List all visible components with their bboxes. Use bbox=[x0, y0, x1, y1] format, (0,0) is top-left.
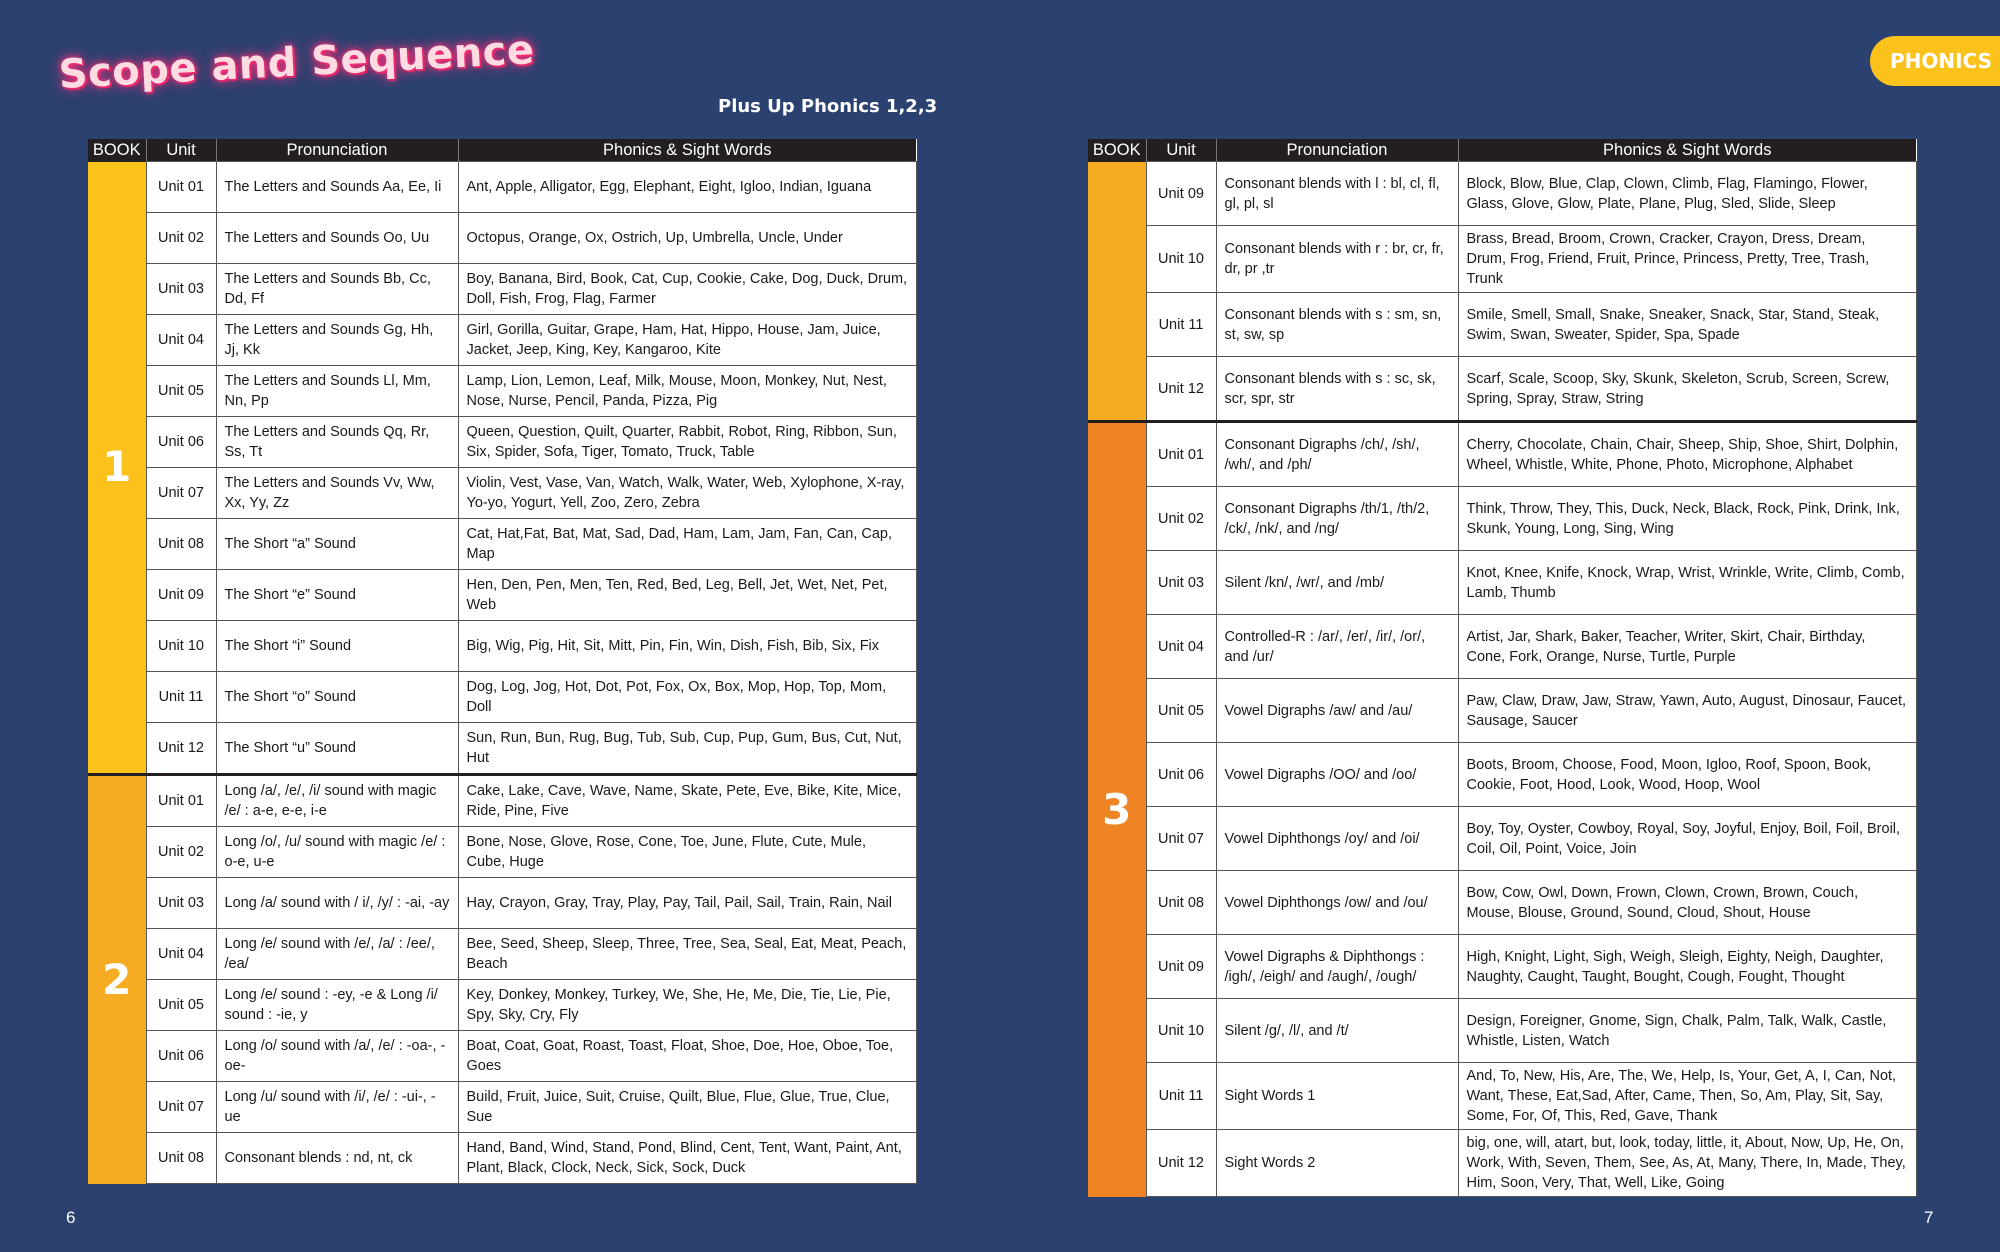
table-row bbox=[88, 929, 916, 980]
unit-cell: Unit 02 bbox=[1146, 487, 1216, 551]
page-title: Scope and Sequence bbox=[57, 27, 536, 98]
words-cell: Block, Blow, Blue, Clap, Clown, Climb, Flag, Flamingo, Flower, Glass, Glove, Glow, Plate, Plane, Plug, Sled, Slide, Sleep bbox=[1458, 162, 1916, 226]
words-cell: Lamp, Lion, Lemon, Leaf, Milk, Mouse, Moon, Monkey, Nut, Nest, Nose, Nurse, Pencil, Panda, Pizza, Pig bbox=[458, 366, 916, 417]
table-row bbox=[88, 672, 916, 723]
unit-cell: Unit 12 bbox=[1146, 1130, 1216, 1197]
pronunciation-cell: Consonant Digraphs /th/1, /th/2, /ck/, /nk/, and /ng/ bbox=[1216, 487, 1458, 551]
table-row bbox=[1088, 293, 1916, 357]
page-number-right: 7 bbox=[1924, 1208, 1934, 1227]
unit-cell: Unit 09 bbox=[146, 570, 216, 621]
pronunciation-cell: The Letters and Sounds Ll, Mm, Nn, Pp bbox=[216, 366, 458, 417]
unit-cell: Unit 05 bbox=[146, 366, 216, 417]
pronunciation-cell: Silent /kn/, /wr/, and /mb/ bbox=[1216, 551, 1458, 615]
words-cell: Cat, Hat,Fat, Bat, Mat, Sad, Dad, Ham, Lam, Jam, Fan, Can, Cap, Map bbox=[458, 519, 916, 570]
unit-cell: Unit 02 bbox=[146, 213, 216, 264]
table-row bbox=[88, 980, 916, 1031]
unit-cell: Unit 11 bbox=[1146, 1063, 1216, 1130]
table-row bbox=[88, 213, 916, 264]
table-row bbox=[1088, 226, 1916, 293]
table-row bbox=[88, 468, 916, 519]
words-cell: Design, Foreigner, Gnome, Sign, Chalk, Palm, Talk, Walk, Castle, Whistle, Listen, Watch bbox=[1458, 999, 1916, 1063]
series-subtitle: Plus Up Phonics 1,2,3 bbox=[718, 96, 938, 117]
unit-cell: Unit 03 bbox=[1146, 551, 1216, 615]
unit-cell: Unit 09 bbox=[1146, 935, 1216, 999]
table-row bbox=[88, 1133, 916, 1184]
header-words: Phonics & Sight Words bbox=[458, 139, 916, 162]
words-cell: Artist, Jar, Shark, Baker, Teacher, Writer, Skirt, Chair, Birthday, Cone, Fork, Orange, Nurse, Turtle, Purple bbox=[1458, 615, 1916, 679]
pronunciation-cell: The Short “u” Sound bbox=[216, 723, 458, 775]
table-row bbox=[1088, 162, 1916, 226]
table-row bbox=[1088, 1130, 1916, 1197]
header-pronunciation: Pronunciation bbox=[216, 139, 458, 162]
unit-cell: Unit 12 bbox=[1146, 357, 1216, 422]
pronunciation-cell: Long /u/ sound with /i/, /e/ : -ui-, -ue bbox=[216, 1082, 458, 1133]
pronunciation-cell: The Short “o” Sound bbox=[216, 672, 458, 723]
unit-cell: Unit 08 bbox=[1146, 871, 1216, 935]
pronunciation-cell: Long /a/ sound with / i/, /y/ : -ai, -ay bbox=[216, 878, 458, 929]
words-cell: Boy, Toy, Oyster, Cowboy, Royal, Soy, Joyful, Enjoy, Boil, Foil, Broil, Coil, Oil, Point, Voice, Join bbox=[1458, 807, 1916, 871]
table-row bbox=[1088, 615, 1916, 679]
unit-cell: Unit 07 bbox=[146, 1082, 216, 1133]
unit-cell: Unit 05 bbox=[1146, 679, 1216, 743]
table-row bbox=[1088, 422, 1916, 487]
header-words: Phonics & Sight Words bbox=[1458, 139, 1916, 162]
book-number-cell bbox=[1088, 162, 1146, 422]
unit-cell: Unit 04 bbox=[1146, 615, 1216, 679]
unit-cell: Unit 06 bbox=[146, 417, 216, 468]
pronunciation-cell: Long /o/, /u/ sound with magic /e/ : o-e, u-e bbox=[216, 827, 458, 878]
words-cell: Boots, Broom, Choose, Food, Moon, Igloo, Roof, Spoon, Book, Cookie, Foot, Hood, Look, Wood, Hoop, Wool bbox=[1458, 743, 1916, 807]
unit-cell: Unit 07 bbox=[146, 468, 216, 519]
table-row bbox=[1088, 551, 1916, 615]
table-row bbox=[88, 827, 916, 878]
table-row bbox=[1088, 487, 1916, 551]
table-body-left bbox=[88, 162, 916, 1184]
words-cell: Octopus, Orange, Ox, Ostrich, Up, Umbrella, Uncle, Under bbox=[458, 213, 916, 264]
pronunciation-cell: Vowel Diphthongs /ow/ and /ou/ bbox=[1216, 871, 1458, 935]
table-header-row bbox=[88, 139, 916, 162]
unit-cell: Unit 07 bbox=[1146, 807, 1216, 871]
unit-cell: Unit 01 bbox=[146, 775, 216, 827]
table-header-row bbox=[1088, 139, 1916, 162]
unit-cell: Unit 04 bbox=[146, 929, 216, 980]
words-cell: Violin, Vest, Vase, Van, Watch, Walk, Water, Web, Xylophone, X-ray, Yo-yo, Yogurt, Yell, Zoo, Zero, Zebra bbox=[458, 468, 916, 519]
page-number-left: 6 bbox=[66, 1208, 76, 1227]
words-cell: Think, Throw, They, This, Duck, Neck, Black, Rock, Pink, Drink, Ink, Skunk, Young, Long, Sing, Wing bbox=[1458, 487, 1916, 551]
table-row bbox=[1088, 935, 1916, 999]
words-cell: Bow, Cow, Owl, Down, Frown, Clown, Crown, Brown, Couch, Mouse, Blouse, Ground, Sound, Cloud, Shout, House bbox=[1458, 871, 1916, 935]
table-row bbox=[88, 621, 916, 672]
scope-table-left bbox=[88, 139, 917, 1184]
table-row bbox=[88, 264, 916, 315]
unit-cell: Unit 03 bbox=[146, 878, 216, 929]
table-row bbox=[88, 162, 916, 213]
pronunciation-cell: Vowel Diphthongs /oy/ and /oi/ bbox=[1216, 807, 1458, 871]
table-row bbox=[88, 1082, 916, 1133]
table-row bbox=[88, 315, 916, 366]
words-cell: Build, Fruit, Juice, Suit, Cruise, Quilt, Blue, Flue, Glue, True, Clue, Sue bbox=[458, 1082, 916, 1133]
pronunciation-cell: Controlled-R : /ar/, /er/, /ir/, /or/, and /ur/ bbox=[1216, 615, 1458, 679]
table-row bbox=[1088, 1063, 1916, 1130]
words-cell: Boy, Banana, Bird, Book, Cat, Cup, Cookie, Cake, Dog, Duck, Drum, Doll, Fish, Frog, Flag, Farmer bbox=[458, 264, 916, 315]
pronunciation-cell: The Short “i” Sound bbox=[216, 621, 458, 672]
words-cell: Dog, Log, Jog, Hot, Dot, Pot, Fox, Ox, Box, Mop, Hop, Top, Mom, Doll bbox=[458, 672, 916, 723]
pronunciation-cell: The Short “a” Sound bbox=[216, 519, 458, 570]
table-row bbox=[88, 417, 916, 468]
pronunciation-cell: Long /a/, /e/, /i/ sound with magic /e/ : a-e, e-e, i-e bbox=[216, 775, 458, 827]
pronunciation-cell: Vowel Digraphs /aw/ and /au/ bbox=[1216, 679, 1458, 743]
pronunciation-cell: The Letters and Sounds Bb, Cc, Dd, Ff bbox=[216, 264, 458, 315]
unit-cell: Unit 10 bbox=[1146, 999, 1216, 1063]
unit-cell: Unit 05 bbox=[146, 980, 216, 1031]
header-book: BOOK bbox=[1088, 139, 1146, 162]
unit-cell: Unit 01 bbox=[1146, 422, 1216, 487]
pronunciation-cell: The Short “e” Sound bbox=[216, 570, 458, 621]
pronunciation-cell: Vowel Digraphs & Diphthongs : /igh/, /eigh/ and /augh/, /ough/ bbox=[1216, 935, 1458, 999]
unit-cell: Unit 10 bbox=[1146, 226, 1216, 293]
words-cell: Cherry, Chocolate, Chain, Chair, Sheep, Ship, Shoe, Shirt, Dolphin, Wheel, Whistle, White, Phone, Photo, Microphone, Alphabet bbox=[1458, 422, 1916, 487]
unit-cell: Unit 11 bbox=[146, 672, 216, 723]
book-number-cell: 3 bbox=[1088, 422, 1146, 1197]
table-row bbox=[1088, 807, 1916, 871]
header-unit: Unit bbox=[1146, 139, 1216, 162]
unit-cell: Unit 10 bbox=[146, 621, 216, 672]
unit-cell: Unit 11 bbox=[1146, 293, 1216, 357]
unit-cell: Unit 06 bbox=[1146, 743, 1216, 807]
pronunciation-cell: Long /e/ sound : -ey, -e & Long /i/ sound : -ie, y bbox=[216, 980, 458, 1031]
words-cell: Bone, Nose, Glove, Rose, Cone, Toe, June, Flute, Cute, Mule, Cube, Huge bbox=[458, 827, 916, 878]
words-cell: Sun, Run, Bun, Rug, Bug, Tub, Sub, Cup, Pup, Gum, Bus, Cut, Nut, Hut bbox=[458, 723, 916, 775]
table-row bbox=[88, 775, 916, 827]
unit-cell: Unit 08 bbox=[146, 519, 216, 570]
words-cell: Paw, Claw, Draw, Jaw, Straw, Yawn, Auto, August, Dinosaur, Faucet, Sausage, Saucer bbox=[1458, 679, 1916, 743]
scope-table-right bbox=[1088, 139, 1917, 1197]
unit-cell: Unit 08 bbox=[146, 1133, 216, 1184]
words-cell: Ant, Apple, Alligator, Egg, Elephant, Eight, Igloo, Indian, Iguana bbox=[458, 162, 916, 213]
words-cell: Queen, Question, Quilt, Quarter, Rabbit, Robot, Ring, Ribbon, Sun, Six, Spider, Sofa, Tiger, Tomato, Truck, Table bbox=[458, 417, 916, 468]
unit-cell: Unit 04 bbox=[146, 315, 216, 366]
pronunciation-cell: The Letters and Sounds Oo, Uu bbox=[216, 213, 458, 264]
unit-cell: Unit 09 bbox=[1146, 162, 1216, 226]
words-cell: Bee, Seed, Sheep, Sleep, Three, Tree, Sea, Seal, Eat, Meat, Peach, Beach bbox=[458, 929, 916, 980]
unit-cell: Unit 12 bbox=[146, 723, 216, 775]
pronunciation-cell: Consonant Digraphs /ch/, /sh/, /wh/, and /ph/ bbox=[1216, 422, 1458, 487]
table-row bbox=[88, 1031, 916, 1082]
book-number-cell: 2 bbox=[88, 775, 146, 1184]
pronunciation-cell: Consonant blends with s : sc, sk, scr, spr, str bbox=[1216, 357, 1458, 422]
pronunciation-cell: The Letters and Sounds Aa, Ee, Ii bbox=[216, 162, 458, 213]
header-book: BOOK bbox=[88, 139, 146, 162]
pronunciation-cell: Long /o/ sound with /a/, /e/ : -oa-, -oe- bbox=[216, 1031, 458, 1082]
table-row bbox=[1088, 679, 1916, 743]
words-cell: Girl, Gorilla, Guitar, Grape, Ham, Hat, Hippo, House, Jam, Juice, Jacket, Jeep, King, Key, Kangaroo, Kite bbox=[458, 315, 916, 366]
pronunciation-cell: Long /e/ sound with /e/, /a/ : /ee/, /ea/ bbox=[216, 929, 458, 980]
words-cell: High, Knight, Light, Sigh, Weigh, Sleigh, Eighty, Neigh, Daughter, Naughty, Caught, Taught, Bought, Cough, Fought, Thought bbox=[1458, 935, 1916, 999]
words-cell: Hay, Crayon, Gray, Tray, Play, Pay, Tail, Pail, Sail, Train, Rain, Nail bbox=[458, 878, 916, 929]
table-row bbox=[88, 878, 916, 929]
words-cell: Brass, Bread, Broom, Crown, Cracker, Crayon, Dress, Dream, Drum, Frog, Friend, Fruit, Prince, Princess, Pretty, Tree, Trash, Trunk bbox=[1458, 226, 1916, 293]
header-pronunciation: Pronunciation bbox=[1216, 139, 1458, 162]
words-cell: Boat, Coat, Goat, Roast, Toast, Float, Shoe, Doe, Hoe, Oboe, Toe, Goes bbox=[458, 1031, 916, 1082]
words-cell: Cake, Lake, Cave, Wave, Name, Skate, Pete, Eve, Bike, Kite, Mice, Ride, Pine, Five bbox=[458, 775, 916, 827]
table-row bbox=[88, 519, 916, 570]
pronunciation-cell: Silent /g/, /l/, and /t/ bbox=[1216, 999, 1458, 1063]
table-row bbox=[88, 366, 916, 417]
table-row bbox=[1088, 871, 1916, 935]
pronunciation-cell: The Letters and Sounds Vv, Ww, Xx, Yy, Zz bbox=[216, 468, 458, 519]
words-cell: Knot, Knee, Knife, Knock, Wrap, Wrist, Wrinkle, Write, Climb, Comb, Lamb, Thumb bbox=[1458, 551, 1916, 615]
pronunciation-cell: Consonant blends with s : sm, sn, st, sw, sp bbox=[1216, 293, 1458, 357]
header-unit: Unit bbox=[146, 139, 216, 162]
unit-cell: Unit 03 bbox=[146, 264, 216, 315]
unit-cell: Unit 06 bbox=[146, 1031, 216, 1082]
pronunciation-cell: Sight Words 2 bbox=[1216, 1130, 1458, 1197]
pronunciation-cell: Consonant blends with l : bl, cl, fl, gl, pl, sl bbox=[1216, 162, 1458, 226]
words-cell: Hen, Den, Pen, Men, Ten, Red, Bed, Leg, Bell, Jet, Wet, Net, Pet, Web bbox=[458, 570, 916, 621]
words-cell: big, one, will, atart, but, look, today, little, it, About, Now, Up, He, On, Work, With, Seven, Them, See, As, At, Many, There, In, Made, They, Him, Soon, Very, That, Well, Like, Going bbox=[1458, 1130, 1916, 1197]
book-number-cell: 1 bbox=[88, 162, 146, 775]
pronunciation-cell: The Letters and Sounds Qq, Rr, Ss, Tt bbox=[216, 417, 458, 468]
table-row bbox=[88, 723, 916, 775]
unit-cell: Unit 02 bbox=[146, 827, 216, 878]
words-cell: Scarf, Scale, Scoop, Sky, Skunk, Skeleton, Scrub, Screen, Screw, Spring, Spray, Straw, String bbox=[1458, 357, 1916, 422]
table-row bbox=[1088, 999, 1916, 1063]
words-cell: Smile, Smell, Small, Snake, Sneaker, Snack, Star, Stand, Steak, Swim, Swan, Sweater, Spider, Spa, Spade bbox=[1458, 293, 1916, 357]
pronunciation-cell: Consonant blends with r : br, cr, fr, dr, pr ,tr bbox=[1216, 226, 1458, 293]
table-row bbox=[1088, 357, 1916, 422]
pronunciation-cell: Vowel Digraphs /OO/ and /oo/ bbox=[1216, 743, 1458, 807]
words-cell: Hand, Band, Wind, Stand, Pond, Blind, Cent, Tent, Want, Paint, Ant, Plant, Black, Clock, Neck, Sick, Sock, Duck bbox=[458, 1133, 916, 1184]
table-row bbox=[1088, 743, 1916, 807]
phonics-section-tab: PHONICS bbox=[1870, 36, 2000, 86]
words-cell: Big, Wig, Pig, Hit, Sit, Mitt, Pin, Fin, Win, Dish, Fish, Bib, Six, Fix bbox=[458, 621, 916, 672]
words-cell: Key, Donkey, Monkey, Turkey, We, She, He, Me, Die, Tie, Lie, Pie, Spy, Sky, Cry, Fly bbox=[458, 980, 916, 1031]
table-row bbox=[88, 570, 916, 621]
pronunciation-cell: Sight Words 1 bbox=[1216, 1063, 1458, 1130]
words-cell: And, To, New, His, Are, The, We, Help, Is, Your, Get, A, I, Can, Not, Want, These, Eat,Sad, After, Came, Then, So, Am, Play, Sit, Say, Some, For, Of, This, Red, Gave, Thank bbox=[1458, 1063, 1916, 1130]
table-body-right bbox=[1088, 162, 1916, 1197]
unit-cell: Unit 01 bbox=[146, 162, 216, 213]
pronunciation-cell: The Letters and Sounds Gg, Hh, Jj, Kk bbox=[216, 315, 458, 366]
pronunciation-cell: Consonant blends : nd, nt, ck bbox=[216, 1133, 458, 1184]
